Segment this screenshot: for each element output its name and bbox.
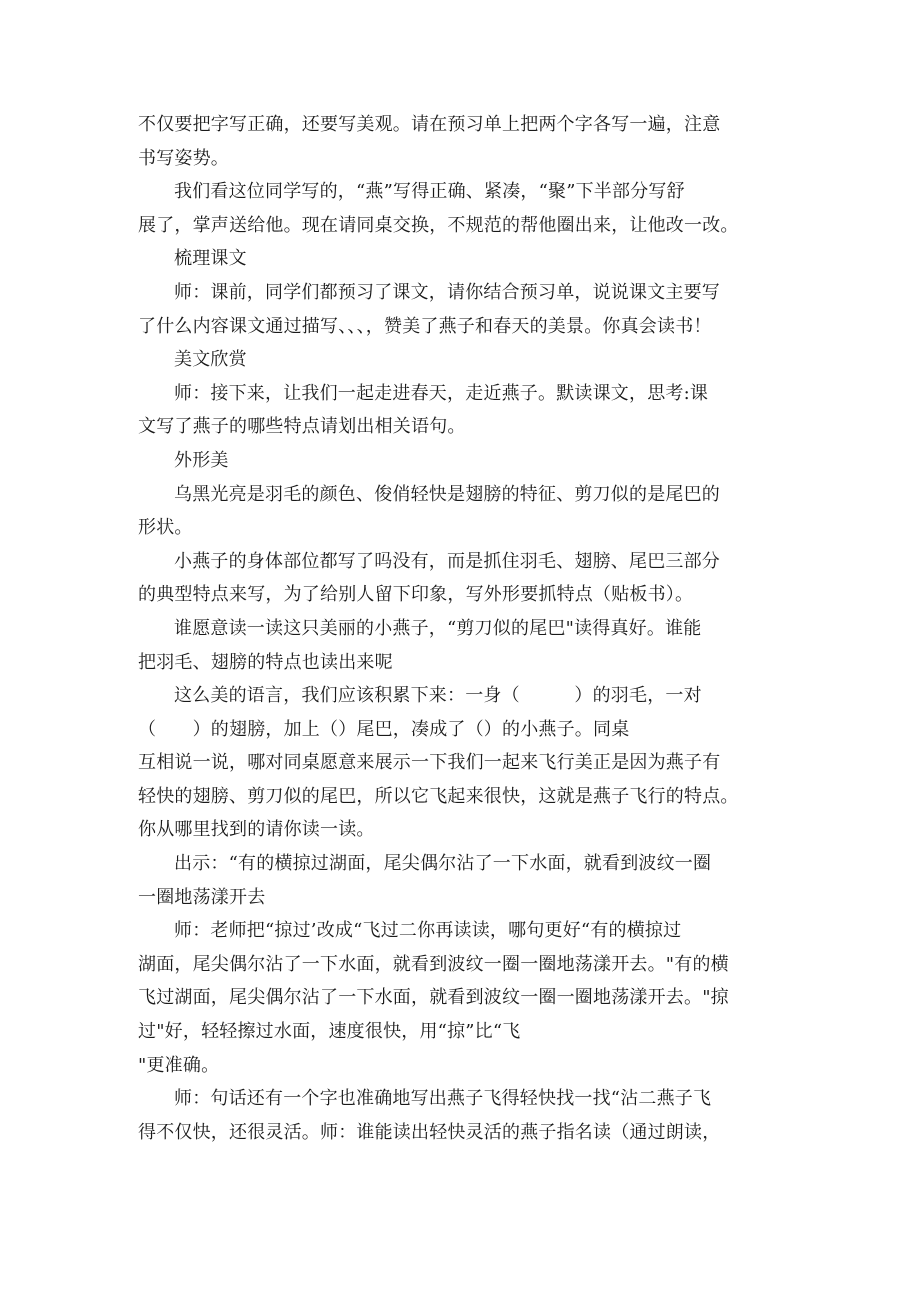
text-line: 小燕子的身体部位都写了吗没有，而是抓住羽毛、翅膀、尾巴三部分 <box>174 550 720 572</box>
text-line: 师：课前，同学们都预习了课文，请你结合预习单，说说课文主要写 <box>174 281 720 303</box>
text-line: 形状。 <box>138 517 193 539</box>
text-line: 飞过湖面，尾尖偶尔沾了一下水面，就看到波纹一圈一圈地荡漾开去。"掠 <box>138 987 729 1009</box>
text-line: 互相说一说，哪对同桌愿意来展示一下我们一起来飞行美正是因为燕子有 <box>138 752 721 774</box>
text-line: 把羽毛、翅膀的特点也读出来呢 <box>138 651 393 673</box>
text-line: 师：老师把“掠过’改成“飞过二你再读读，哪句更好“有的横掠过 <box>174 920 682 942</box>
text-line: 轻快的翅膀、剪刀似的尾巴，所以它飞起来很快，这就是燕子飞行的特点。 <box>138 785 739 807</box>
text-line: 了什么内容课文通过描写、、、，赞美了燕子和春天的美景。你真会读书！ <box>138 315 712 337</box>
text-line: 师：接下来，让我们一起走进春天，走近燕子。默读课文，思考:课 <box>174 382 709 404</box>
text-line: 你从哪里找到的请你读一读。 <box>138 819 375 841</box>
text-line: 文写了燕子的哪些特点请划出相关语句。 <box>138 416 466 438</box>
text-line: 这么美的语言，我们应该积累下来：一身（ ）的羽毛，一对 <box>174 685 702 707</box>
text-line: 出示：“有的横掠过湖面，尾尖偶尔沾了一下水面，就看到波纹一圈 <box>174 853 712 875</box>
text-line: 书写姿势。 <box>138 147 229 169</box>
document-body <box>138 108 798 1149</box>
text-line: 师：句话还有一个字也准确地写出燕子飞得轻快找一找“沾二燕子飞 <box>174 1088 712 1110</box>
section-heading: 梳理课文 <box>174 248 247 270</box>
text-line: （ ）的翅膀，加上（）尾巴，凑成了（）的小燕子。同桌 <box>138 718 630 740</box>
text-line: 过"好，轻轻擦过水面，速度很快，用“掠”比“飞 <box>138 1021 521 1043</box>
text-line: 的典型特点来写，为了给别人留下印象，写外形要抓特点（贴板书）。 <box>138 584 694 606</box>
text-line: 一圈地荡漾开去 <box>138 886 266 908</box>
text-line: 得不仅快，还很灵活。师：谁能读出轻快灵活的燕子指名读（通过朗读， <box>138 1121 721 1143</box>
section-heading: 美文欣赏 <box>174 349 247 371</box>
text-line: 乌黑光亮是羽毛的颜色、俊俏轻快是翅膀的特征、剪刀似的是尾巴的 <box>174 483 720 505</box>
text-line: "更准确。 <box>138 1054 220 1076</box>
text-line: 不仅要把字写正确，还要写美观。请在预习单上把两个字各写一遍，注意 <box>138 114 721 135</box>
text-line: 湖面，尾尖偶尔沾了一下水面，就看到波纹一圈一圈地荡漾开去。"有的横 <box>138 953 729 975</box>
text-line: 展了，掌声送给他。现在请同桌交换，不规范的帮他圈出来，让他改一改。 <box>138 214 739 236</box>
text-line: 我们看这位同学写的，“燕”写得正确、紧凑，“聚”下半部分写舒 <box>174 181 685 203</box>
text-line: 谁愿意读一读这只美丽的小燕子，“剪刀似的尾巴"读得真好。谁能 <box>174 617 702 639</box>
section-heading: 外形美 <box>174 449 229 471</box>
